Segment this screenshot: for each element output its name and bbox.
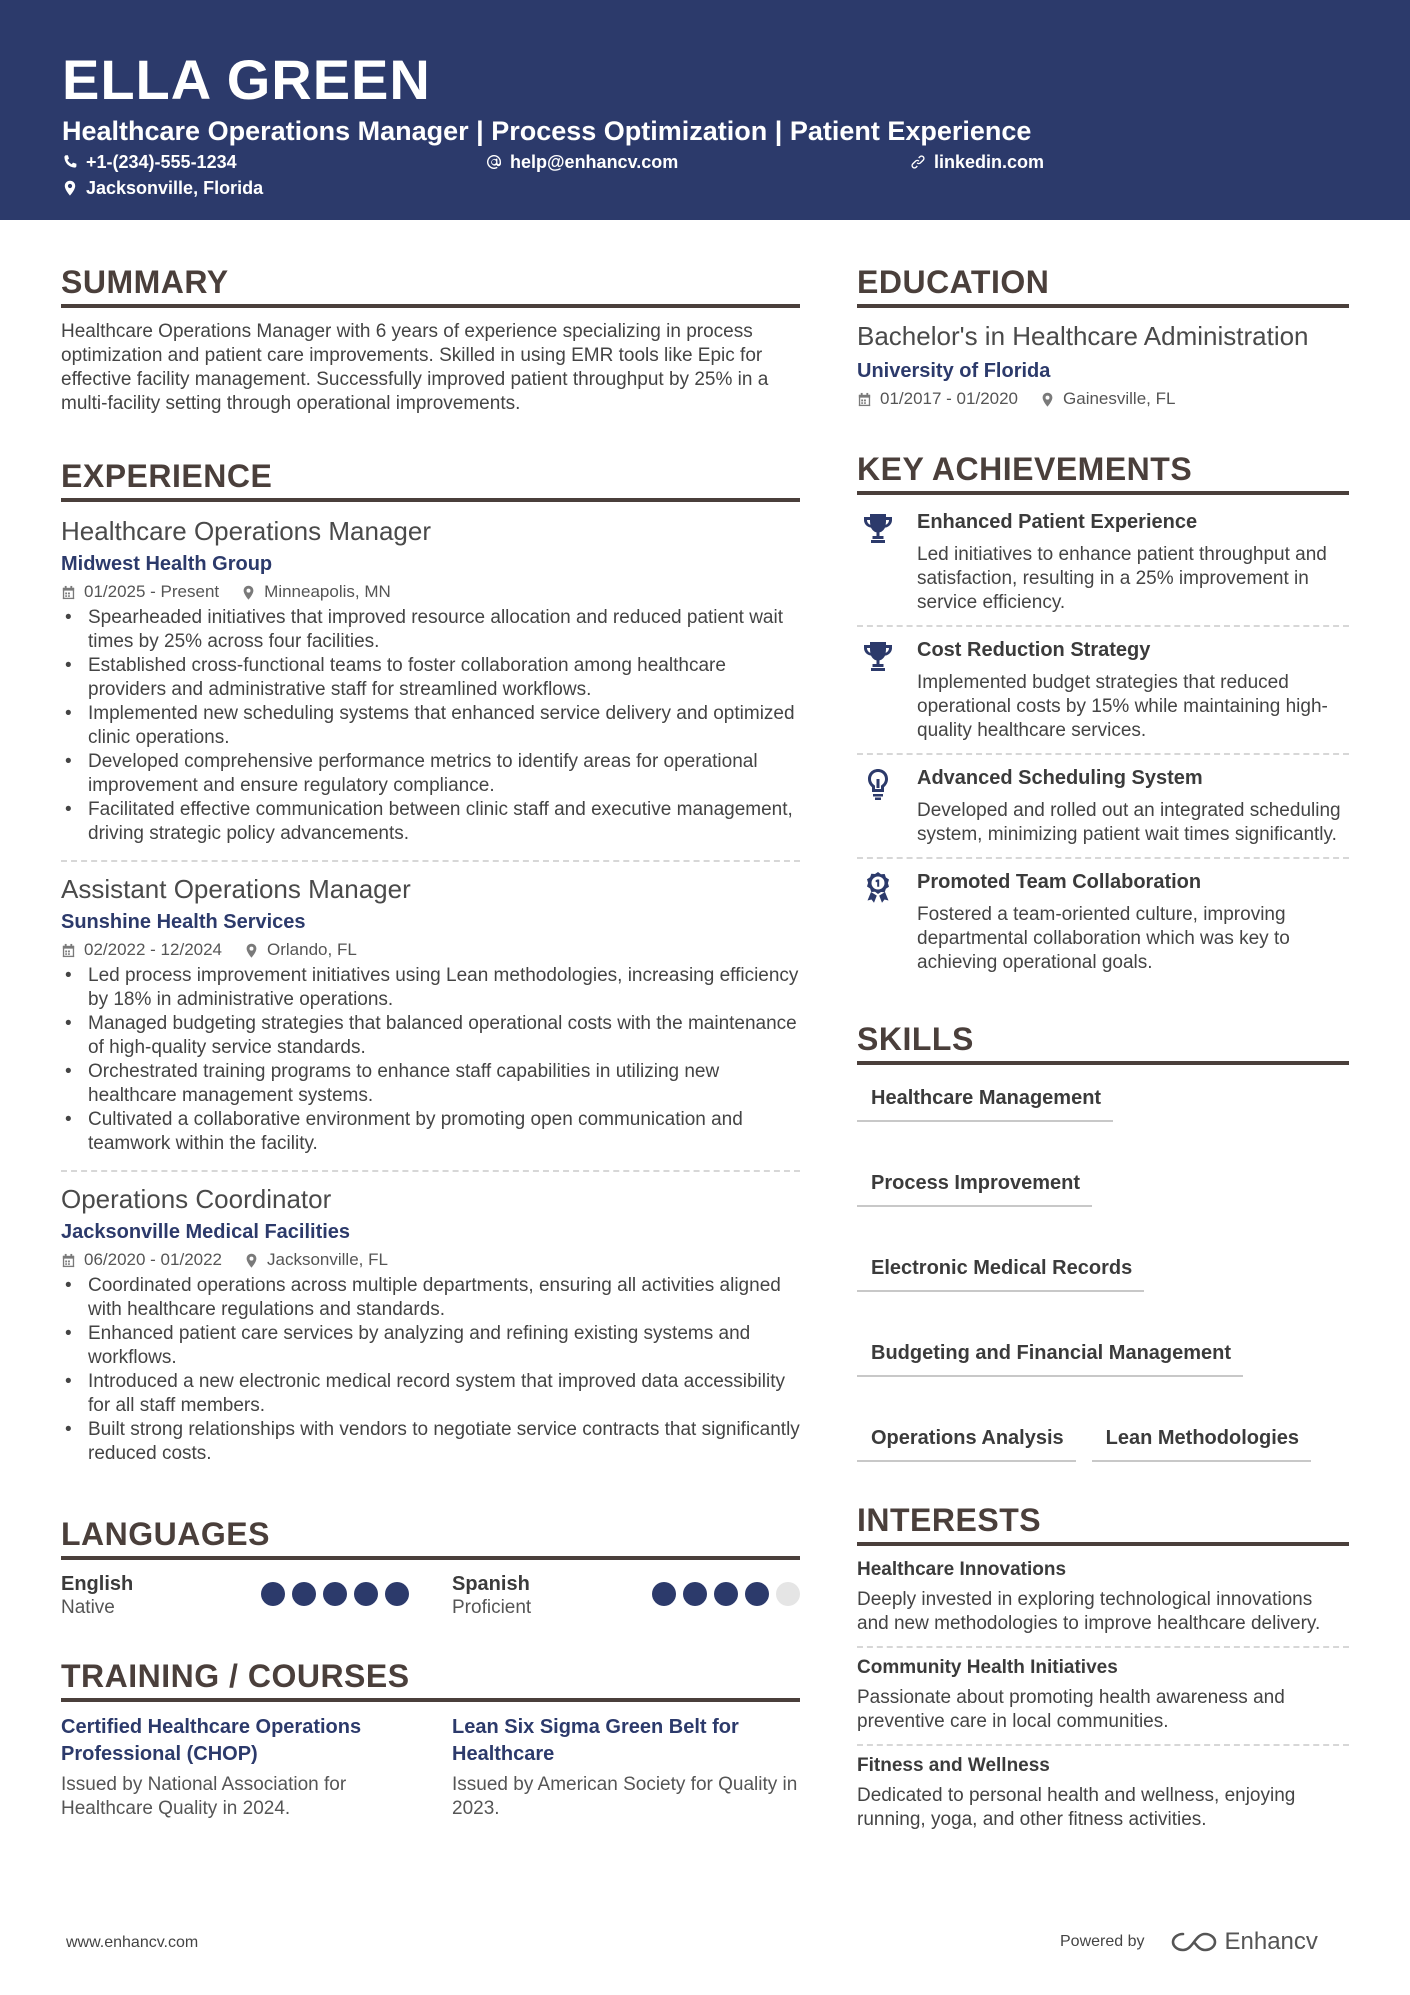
achievement-item [857, 859, 1349, 985]
contact-linkedin[interactable] [910, 151, 1044, 173]
location-pin-icon [62, 180, 78, 196]
achievement-item [857, 627, 1349, 755]
rating-dot-filled [354, 1582, 378, 1606]
interest-title: Community Health Initiatives [857, 1657, 1118, 1678]
experience-section [61, 456, 800, 1480]
rating-dot-filled [261, 1582, 285, 1606]
job-entry [61, 1182, 800, 1480]
job-dates: 01/2025 - Present [84, 582, 220, 601]
education-dates: 01/2017 - 01/2020 [880, 389, 1019, 408]
experience-title: EXPERIENCE [61, 456, 800, 502]
company-name: Sunshine Health Services [61, 911, 306, 933]
job-meta [61, 938, 800, 962]
interest-desc: Deeply invested in exploring technological innovations and new methodologies to improve healthcare delivery. [857, 1589, 1321, 1634]
linkedin-url: linkedin.com [934, 152, 1045, 172]
bullet-item: • Led process improvement initiatives using Lean methodologies, increasing efficiency by 18% in administrative operations. [61, 964, 800, 1012]
footer-website[interactable]: www.enhancv.com [66, 1934, 199, 1951]
bullet-item: • Implemented new scheduling systems that enhanced service delivery and optimized clinic operations. [61, 702, 800, 750]
candidate-name: ELLA GREEN [62, 48, 431, 111]
skill-tag: Electronic Medical Records [857, 1247, 1144, 1292]
rating-dot-empty [776, 1582, 800, 1606]
location-pin-icon [244, 1253, 259, 1268]
education-title: EDUCATION [857, 262, 1349, 308]
email-address: help@enhancv.com [510, 152, 679, 172]
job-bullets [61, 1274, 800, 1466]
languages-section [61, 1514, 800, 1620]
skill-tag: Budgeting and Financial Management [857, 1332, 1243, 1377]
language-level: Native [61, 1597, 115, 1618]
enhancv-logo-icon [1171, 1930, 1217, 1954]
interest-title: Fitness and Wellness [857, 1755, 1050, 1776]
job-bullets [61, 606, 800, 846]
achievement-title: Enhanced Patient Experience [917, 511, 1198, 533]
education-location: Gainesville, FL [1063, 389, 1176, 408]
training-name: Lean Six Sigma Green Belt for Healthcare [452, 1716, 739, 1765]
interest-item [857, 1746, 1349, 1842]
job-entry [61, 514, 800, 862]
skills-title: SKILLS [857, 1019, 1349, 1065]
education-section [857, 262, 1349, 411]
skills-section [857, 1019, 1349, 1462]
phone-number: +1-(234)-555-1234 [86, 152, 237, 172]
education-meta [857, 387, 1349, 411]
location-pin-icon [1040, 392, 1055, 407]
achievement-title: Promoted Team Collaboration [917, 871, 1202, 893]
rating-dot-filled [683, 1582, 707, 1606]
phone-icon [62, 154, 78, 170]
language-item [452, 1572, 800, 1620]
school-name: University of Florida [857, 360, 1051, 382]
job-title: Assistant Operations Manager [61, 874, 411, 904]
job-location: Jacksonville, FL [267, 1250, 388, 1269]
bullet-item: • Introduced a new electronic medical record system that improved data accessibility for all staff members. [61, 1370, 800, 1418]
skill-tag: Process Improvement [857, 1162, 1092, 1207]
bullet-item: • Orchestrated training programs to enhance staff capabilities in utilizing new healthcare management systems. [61, 1060, 800, 1108]
job-location: Minneapolis, MN [264, 582, 391, 601]
achievement-desc: Developed and rolled out an integrated scheduling system, minimizing patient wait times significantly. [917, 800, 1341, 845]
calendar-icon [61, 943, 76, 958]
location-text: Jacksonville, Florida [86, 178, 264, 198]
interests-title: INTERESTS [857, 1500, 1349, 1546]
achievements-title: KEY ACHIEVEMENTS [857, 449, 1349, 495]
award-ribbon-icon [861, 871, 895, 905]
bullet-item: • Facilitated effective communication between clinic staff and executive management, driving strategic policy advancements. [61, 798, 800, 846]
lightbulb-icon [861, 767, 895, 801]
bullet-item: • Spearheaded initiatives that improved resource allocation and reduced patient wait times by 25% across four facilities. [61, 606, 800, 654]
summary-title: SUMMARY [61, 262, 800, 308]
rating-dot-filled [292, 1582, 316, 1606]
achievement-desc: Fostered a team-oriented culture, improving departmental collaboration which was key to achieving operational goals. [917, 904, 1290, 973]
achievement-title: Advanced Scheduling System [917, 767, 1203, 789]
training-desc: Issued by American Society for Quality in 2023. [452, 1774, 798, 1819]
contact-location [62, 177, 263, 199]
brand-logo[interactable] [1171, 1928, 1318, 1956]
training-title: TRAINING / COURSES [61, 1656, 800, 1702]
job-meta [61, 1248, 800, 1272]
training-item [452, 1714, 800, 1821]
bullet-item: • Developed comprehensive performance metrics to identify areas for operational improvement and ensure regulatory compliance. [61, 750, 800, 798]
left-column [61, 262, 800, 1861]
job-bullets [61, 964, 800, 1156]
link-icon [910, 154, 926, 170]
headline: Healthcare Operations Manager | Process Optimization | Patient Experience [62, 116, 1032, 146]
skill-tag: Healthcare Management [857, 1077, 1113, 1122]
interest-desc: Dedicated to personal health and wellness, enjoying running, yoga, and other fitness activities. [857, 1785, 1296, 1830]
summary-section [61, 262, 800, 416]
calendar-icon [61, 585, 76, 600]
location-pin-icon [241, 585, 256, 600]
contact-email[interactable] [486, 151, 678, 173]
rating-dot-filled [652, 1582, 676, 1606]
powered-by-label: Powered by [1060, 1933, 1145, 1950]
job-dates: 02/2022 - 12/2024 [84, 940, 223, 959]
language-name: English [61, 1573, 134, 1595]
location-pin-icon [244, 943, 259, 958]
job-dates: 06/2020 - 01/2022 [84, 1250, 223, 1269]
job-meta [61, 580, 800, 604]
language-name: Spanish [452, 1573, 530, 1595]
achievement-title: Cost Reduction Strategy [917, 639, 1151, 661]
rating-dot-filled [323, 1582, 347, 1606]
training-section [61, 1656, 800, 1821]
language-rating [652, 1582, 800, 1606]
calendar-icon [857, 392, 872, 407]
training-desc: Issued by National Association for Healthcare Quality in 2024. [61, 1774, 347, 1819]
degree: Bachelor's in Healthcare Administration [857, 321, 1309, 351]
calendar-icon [61, 1253, 76, 1268]
skill-tag: Operations Analysis [857, 1417, 1076, 1462]
achievement-desc: Led initiatives to enhance patient throughput and satisfaction, resulting in a 25% improvement in service efficiency. [917, 544, 1327, 613]
training-name: Certified Healthcare Operations Professional (CHOP) [61, 1716, 362, 1765]
bullet-item: • Managed budgeting strategies that balanced operational costs with the maintenance of high-quality service standards. [61, 1012, 800, 1060]
right-column [857, 262, 1349, 1882]
at-icon [486, 154, 502, 170]
footer-branding [1060, 1928, 1318, 1956]
achievement-item [857, 499, 1349, 627]
company-name: Midwest Health Group [61, 553, 273, 575]
bullet-item: • Established cross-functional teams to foster collaboration among healthcare providers and administrative staff for streamlined workflows. [61, 654, 800, 702]
bullet-item: • Coordinated operations across multiple departments, ensuring all activities aligned with healthcare regulations and standards. [61, 1274, 800, 1322]
bullet-item: • Enhanced patient care services by analyzing and refining existing systems and workflows. [61, 1322, 800, 1370]
rating-dot-filled [385, 1582, 409, 1606]
skill-tag: Lean Methodologies [1092, 1417, 1311, 1462]
bullet-item: • Built strong relationships with vendors to negotiate service contracts that significantly reduced costs. [61, 1418, 800, 1466]
language-rating [261, 1582, 409, 1606]
language-level: Proficient [452, 1597, 532, 1618]
bullet-item: • Cultivated a collaborative environment by promoting open communication and teamwork within the facility. [61, 1108, 800, 1156]
trophy-icon [861, 639, 895, 673]
training-item [61, 1714, 409, 1821]
achievements-section [857, 449, 1349, 985]
achievement-item [857, 755, 1349, 859]
job-title: Operations Coordinator [61, 1184, 332, 1214]
company-name: Jacksonville Medical Facilities [61, 1221, 351, 1243]
trophy-icon [861, 511, 895, 545]
interest-desc: Passionate about promoting health awareness and preventive care in local communities. [857, 1687, 1285, 1732]
interests-section [857, 1500, 1349, 1842]
contact-phone[interactable] [62, 151, 237, 173]
interest-item [857, 1648, 1349, 1746]
language-item [61, 1572, 409, 1620]
interest-title: Healthcare Innovations [857, 1559, 1067, 1580]
brand-name: Enhancv [1224, 1928, 1318, 1955]
achievement-desc: Implemented budget strategies that reduced operational costs by 15% while maintaining high-quality healthcare services. [917, 672, 1328, 741]
languages-title: LANGUAGES [61, 1514, 800, 1560]
summary-text: Healthcare Operations Manager with 6 years of experience specializing in process optimization and patient care improvements. Skilled in using EMR tools like Epic for effective facility management. Successfully improved patient throughput by 25% in a multi-facility setting through operational improvements. [61, 321, 769, 414]
job-entry [61, 872, 800, 1172]
rating-dot-filled [714, 1582, 738, 1606]
rating-dot-filled [745, 1582, 769, 1606]
job-title: Healthcare Operations Manager [61, 516, 431, 546]
resume-header [0, 0, 1410, 220]
interest-item [857, 1550, 1349, 1648]
job-location: Orlando, FL [267, 940, 357, 959]
